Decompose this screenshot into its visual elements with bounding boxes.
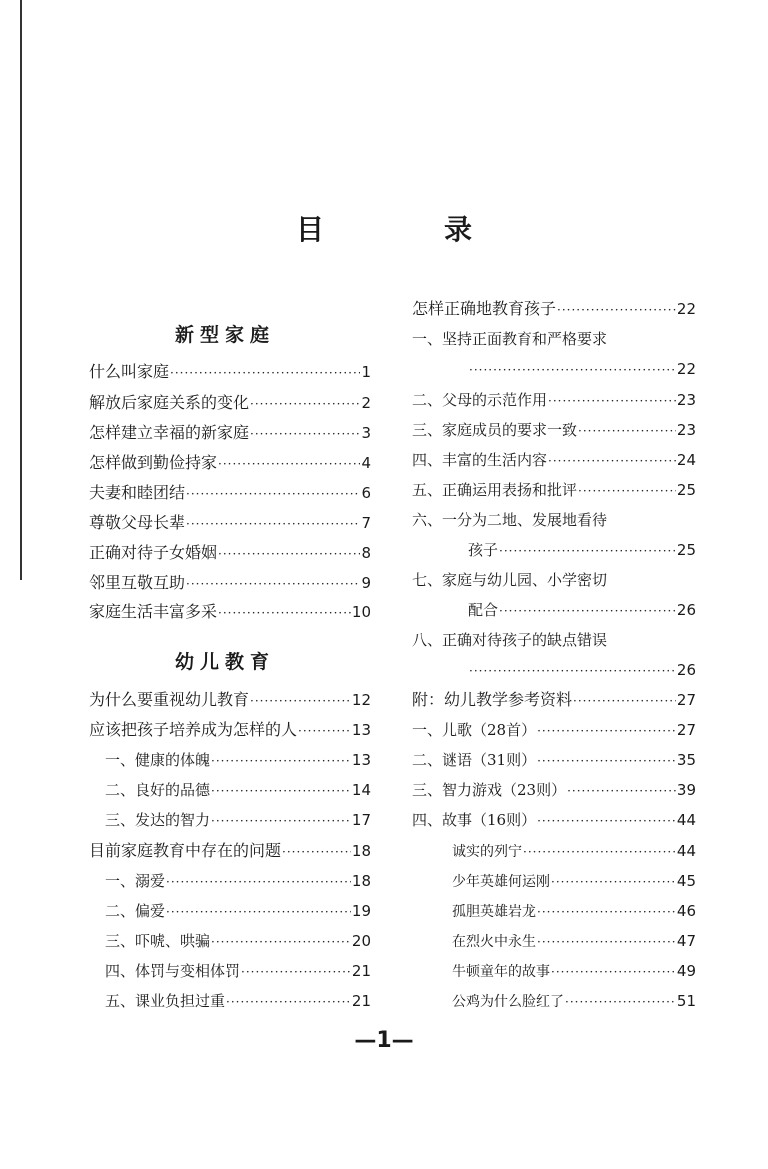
toc-entry[interactable]: 少年英雄何运刚 ····· 45 <box>452 866 696 896</box>
dot-leader <box>551 957 676 987</box>
page-title: 目 录 <box>295 213 518 246</box>
dot-leader <box>211 746 351 776</box>
dot-leader <box>226 987 351 1017</box>
toc-entry[interactable]: 二、谜语（31则） ····· 35 <box>412 745 696 775</box>
toc-entry[interactable]: 五、课业负担过重 ····· 21 <box>105 986 371 1016</box>
dot-leader <box>565 987 676 1017</box>
dot-leader <box>557 295 676 325</box>
dot-leader <box>523 837 676 867</box>
toc-entry[interactable]: 怎样建立幸福的新家庭 ····· 3 <box>89 418 371 448</box>
dot-leader <box>186 569 360 599</box>
dot-leader <box>166 867 351 897</box>
section-heading-early-childhood: 幼儿教育 <box>175 651 276 673</box>
toc-entry[interactable]: 三、家庭成员的要求一致 ····· 23 <box>412 415 696 445</box>
toc-entry[interactable]: 三、吓唬、哄骗 ····· 20 <box>105 926 371 956</box>
dot-leader <box>578 476 676 506</box>
dot-leader <box>298 716 351 746</box>
toc-entry[interactable]: 二、良好的品德 ····· 14 <box>105 775 371 805</box>
dot-leader <box>218 539 360 569</box>
toc-entry-wrapped[interactable]: 七、家庭与幼儿园、小学密切 <box>412 571 608 589</box>
toc-entry[interactable]: 尊敬父母长辈 ····· 7 <box>89 508 371 538</box>
toc-entry-continuation[interactable]: 孩子 ····· 25 <box>468 535 696 565</box>
dot-leader <box>548 446 676 476</box>
dot-leader <box>537 897 676 927</box>
toc-entry-continuation[interactable]: ····· 22 <box>468 354 696 384</box>
toc-entry[interactable]: 为什么要重视幼儿教育 ····· 12 <box>89 685 371 715</box>
toc-entry[interactable]: 牛顿童年的故事 ····· 49 <box>452 956 696 986</box>
toc-entry[interactable]: 孤胆英雄岩龙 ····· 46 <box>452 896 696 926</box>
dot-leader <box>469 355 676 385</box>
toc-entry[interactable]: 正确对待子女婚姻 ····· 8 <box>89 538 371 568</box>
toc-entry[interactable]: 附：幼儿教学参考资料 ····· 27 <box>412 685 696 715</box>
dot-leader <box>211 806 351 836</box>
dot-leader <box>551 867 676 897</box>
toc-entry[interactable]: 怎样做到勤俭持家 ····· 4 <box>89 448 371 478</box>
dot-leader <box>166 897 351 927</box>
dot-leader <box>186 479 360 509</box>
toc-entry[interactable]: 一、健康的体魄 ····· 13 <box>105 745 371 775</box>
toc-entry[interactable]: 在烈火中永生 ····· 47 <box>452 926 696 956</box>
toc-entry[interactable]: 公鸡为什么脸红了 ····· 51 <box>452 986 696 1016</box>
dot-leader <box>211 927 351 957</box>
dot-leader <box>537 927 676 957</box>
toc-entry[interactable]: 一、溺爱 ····· 18 <box>105 866 371 896</box>
dot-leader <box>469 656 676 686</box>
binding-edge-line <box>20 0 22 580</box>
dot-leader <box>282 837 351 867</box>
toc-entry-wrapped[interactable]: 一、坚持正面教育和严格要求 <box>412 330 608 348</box>
dot-leader <box>241 957 351 987</box>
dot-leader <box>537 746 676 776</box>
toc-entry[interactable]: 怎样正确地教育孩子 ····· 22 <box>412 294 696 324</box>
toc-entry[interactable]: 二、父母的示范作用 ····· 23 <box>412 385 696 415</box>
toc-entry[interactable]: 目前家庭教育中存在的问题 ····· 18 <box>89 836 371 866</box>
toc-entry-continuation[interactable]: 配合 ····· 26 <box>468 595 696 625</box>
dot-leader <box>250 419 360 449</box>
toc-entry[interactable]: 夫妻和睦团结 ····· 6 <box>89 478 371 508</box>
dot-leader <box>578 416 676 446</box>
dot-leader <box>186 509 360 539</box>
toc-entry[interactable]: 家庭生活丰富多采 ····· 10 <box>89 597 371 627</box>
toc-entry[interactable]: 三、智力游戏（23则） ····· 39 <box>412 775 696 805</box>
dot-leader <box>250 686 351 716</box>
toc-entry[interactable]: 四、故事（16则） ····· 44 <box>412 805 696 835</box>
toc-entry[interactable]: 五、正确运用表扬和批评 ····· 25 <box>412 475 696 505</box>
dot-leader <box>537 806 676 836</box>
page-number: —1— <box>354 1028 414 1053</box>
section-heading-new-family: 新型家庭 <box>175 324 276 346</box>
toc-entry[interactable]: 什么叫家庭 ····· 1 <box>89 357 371 387</box>
dot-leader <box>211 776 351 806</box>
toc-entry[interactable]: 二、偏爱 ····· 19 <box>105 896 371 926</box>
toc-entry-wrapped[interactable]: 六、一分为二地、发展地看待 <box>412 511 608 529</box>
toc-entry[interactable]: 三、发达的智力 ····· 17 <box>105 805 371 835</box>
toc-entry[interactable]: 解放后家庭关系的变化 ····· 2 <box>89 388 371 418</box>
toc-entry[interactable]: 一、儿歌（28首） ····· 27 <box>412 715 696 745</box>
dot-leader <box>499 596 676 626</box>
dot-leader <box>170 358 360 388</box>
toc-entry-continuation[interactable]: ····· 26 <box>468 655 696 685</box>
toc-entry[interactable]: 四、丰富的生活内容 ····· 24 <box>412 445 696 475</box>
dot-leader <box>218 449 360 479</box>
toc-entry[interactable]: 应该把孩子培养成为怎样的人 ····· 13 <box>89 715 371 745</box>
dot-leader <box>499 536 676 566</box>
toc-entry[interactable]: 邻里互敬互助 ····· 9 <box>89 568 371 598</box>
dot-leader <box>548 386 676 416</box>
dot-leader <box>218 598 351 628</box>
toc-entry[interactable]: 诚实的列宁 ····· 44 <box>452 836 696 866</box>
toc-entry[interactable]: 四、体罚与变相体罚 ····· 21 <box>105 956 371 986</box>
dot-leader <box>573 686 676 716</box>
toc-entry-wrapped[interactable]: 八、正确对待孩子的缺点错误 <box>412 631 608 649</box>
dot-leader <box>567 776 676 806</box>
dot-leader <box>250 389 360 419</box>
dot-leader <box>537 716 676 746</box>
